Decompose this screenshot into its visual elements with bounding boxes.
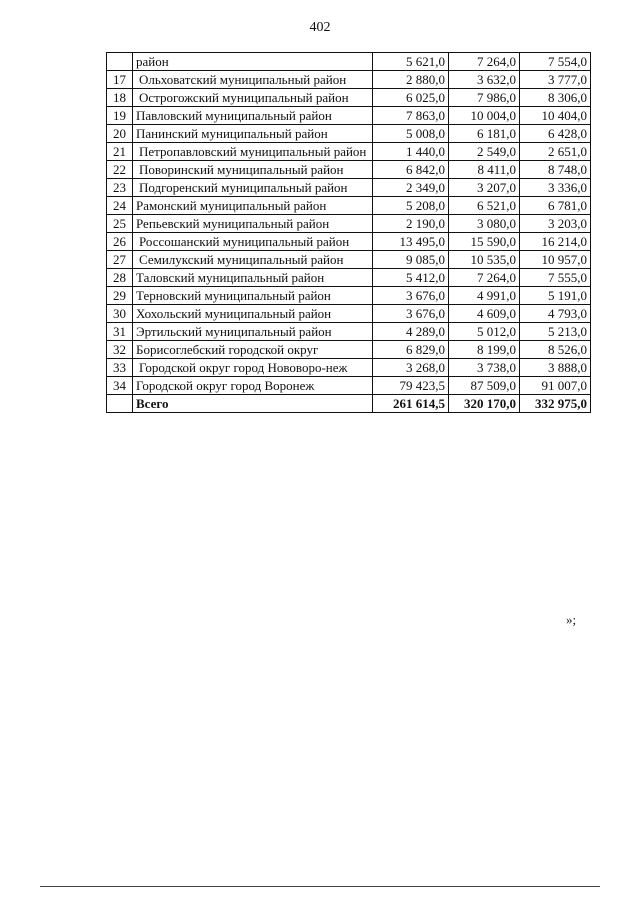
municipality-name: Поворинский муниципальный район: [133, 161, 373, 179]
municipality-name: район: [133, 53, 373, 71]
table-row: [107, 161, 591, 179]
value-col-3: 3 888,0: [520, 359, 591, 377]
total-value-3: 332 975,0: [520, 395, 591, 413]
value-col-3: 5 213,0: [520, 323, 591, 341]
value-col-3: 8 306,0: [520, 89, 591, 107]
row-number: 31: [107, 323, 133, 341]
value-col-1: 6 829,0: [373, 341, 449, 359]
municipality-name: Таловский муниципальный район: [133, 269, 373, 287]
value-col-1: 2 880,0: [373, 71, 449, 89]
value-col-3: 10 404,0: [520, 107, 591, 125]
municipality-name: Петропавловский муниципальный район: [133, 143, 373, 161]
table-row: [107, 305, 591, 323]
row-number: 30: [107, 305, 133, 323]
value-col-3: 91 007,0: [520, 377, 591, 395]
value-col-3: 5 191,0: [520, 287, 591, 305]
value-col-3: 7 554,0: [520, 53, 591, 71]
footer-divider: [40, 886, 600, 887]
table-row: [107, 89, 591, 107]
row-number: 25: [107, 215, 133, 233]
row-number: 26: [107, 233, 133, 251]
value-col-3: 6 428,0: [520, 125, 591, 143]
value-col-2: 2 549,0: [449, 143, 520, 161]
table-row: [107, 125, 591, 143]
value-col-3: 3 777,0: [520, 71, 591, 89]
value-col-2: 3 738,0: [449, 359, 520, 377]
closing-quote-mark: »;: [566, 612, 577, 627]
value-col-1: 13 495,0: [373, 233, 449, 251]
row-number: 24: [107, 197, 133, 215]
value-col-2: 4 609,0: [449, 305, 520, 323]
value-col-3: 2 651,0: [520, 143, 591, 161]
value-col-3: 3 336,0: [520, 179, 591, 197]
municipality-name: Городской округ город Нововоро-неж: [133, 359, 373, 377]
municipality-name: Городской округ город Воронеж: [133, 377, 373, 395]
table-row: [107, 197, 591, 215]
budget-table: [106, 52, 591, 413]
row-number: 28: [107, 269, 133, 287]
value-col-2: 6 521,0: [449, 197, 520, 215]
municipality-name: Семилукский муниципальный район: [133, 251, 373, 269]
value-col-1: 3 268,0: [373, 359, 449, 377]
table-row: [107, 377, 591, 395]
row-number: 27: [107, 251, 133, 269]
total-value-2: 320 170,0: [449, 395, 520, 413]
value-col-2: 10 004,0: [449, 107, 520, 125]
row-number: 23: [107, 179, 133, 197]
value-col-3: 3 203,0: [520, 215, 591, 233]
table-row: [107, 71, 591, 89]
row-number: 32: [107, 341, 133, 359]
value-col-2: 8 199,0: [449, 341, 520, 359]
value-col-3: 10 957,0: [520, 251, 591, 269]
value-col-1: 5 621,0: [373, 53, 449, 71]
table-row: [107, 53, 591, 71]
municipality-name: Россошанский муниципальный район: [133, 233, 373, 251]
row-number: 22: [107, 161, 133, 179]
value-col-2: 10 535,0: [449, 251, 520, 269]
value-col-1: 7 863,0: [373, 107, 449, 125]
value-col-2: 87 509,0: [449, 377, 520, 395]
value-col-2: 6 181,0: [449, 125, 520, 143]
value-col-3: 16 214,0: [520, 233, 591, 251]
value-col-1: 1 440,0: [373, 143, 449, 161]
table-row: [107, 251, 591, 269]
row-number: 33: [107, 359, 133, 377]
value-col-2: 3 632,0: [449, 71, 520, 89]
table-row: [107, 269, 591, 287]
value-col-2: 3 080,0: [449, 215, 520, 233]
municipality-name: Павловский муниципальный район: [133, 107, 373, 125]
row-number: 19: [107, 107, 133, 125]
value-col-1: 6 842,0: [373, 161, 449, 179]
value-col-1: 79 423,5: [373, 377, 449, 395]
value-col-1: 6 025,0: [373, 89, 449, 107]
municipality-name: Панинский муниципальный район: [133, 125, 373, 143]
value-col-2: 4 991,0: [449, 287, 520, 305]
row-number: 21: [107, 143, 133, 161]
table-row: [107, 215, 591, 233]
municipality-name: Ольховатский муниципальный район: [133, 71, 373, 89]
table-row: [107, 179, 591, 197]
row-number: [107, 53, 133, 71]
value-col-1: 4 289,0: [373, 323, 449, 341]
table-row: [107, 359, 591, 377]
page-number: 402: [309, 20, 331, 35]
value-col-2: 8 411,0: [449, 161, 520, 179]
value-col-1: 9 085,0: [373, 251, 449, 269]
value-col-1: 5 208,0: [373, 197, 449, 215]
row-number: 20: [107, 125, 133, 143]
municipality-name: Хохольский муниципальный район: [133, 305, 373, 323]
table-row: [107, 341, 591, 359]
total-num-cell: [107, 395, 133, 413]
table-body: [107, 53, 591, 395]
municipality-name: Борисоглебский городской округ: [133, 341, 373, 359]
value-col-3: 6 781,0: [520, 197, 591, 215]
value-col-2: 5 012,0: [449, 323, 520, 341]
value-col-2: 7 264,0: [449, 269, 520, 287]
value-col-3: 4 793,0: [520, 305, 591, 323]
row-number: 17: [107, 71, 133, 89]
value-col-1: 5 008,0: [373, 125, 449, 143]
table-row: [107, 323, 591, 341]
value-col-2: 3 207,0: [449, 179, 520, 197]
value-col-3: 8 526,0: [520, 341, 591, 359]
total-label: Всего: [133, 395, 373, 413]
row-number: 34: [107, 377, 133, 395]
row-number: 29: [107, 287, 133, 305]
value-col-2: 15 590,0: [449, 233, 520, 251]
total-value-1: 261 614,5: [373, 395, 449, 413]
value-col-3: 7 555,0: [520, 269, 591, 287]
table-row: [107, 287, 591, 305]
total-row: [107, 395, 591, 413]
municipality-name: Подгоренский муниципальный район: [133, 179, 373, 197]
row-number: 18: [107, 89, 133, 107]
value-col-1: 3 676,0: [373, 287, 449, 305]
value-col-3: 8 748,0: [520, 161, 591, 179]
table-row: [107, 107, 591, 125]
value-col-1: 2 190,0: [373, 215, 449, 233]
municipality-name: Рамонский муниципальный район: [133, 197, 373, 215]
value-col-2: 7 264,0: [449, 53, 520, 71]
municipality-name: Терновский муниципальный район: [133, 287, 373, 305]
municipality-name: Эртильский муниципальный район: [133, 323, 373, 341]
table-row: [107, 233, 591, 251]
table-row: [107, 143, 591, 161]
municipality-name: Острогожский муниципальный район: [133, 89, 373, 107]
value-col-1: 5 412,0: [373, 269, 449, 287]
value-col-1: 3 676,0: [373, 305, 449, 323]
value-col-2: 7 986,0: [449, 89, 520, 107]
municipality-name: Репьевский муниципальный район: [133, 215, 373, 233]
value-col-1: 2 349,0: [373, 179, 449, 197]
